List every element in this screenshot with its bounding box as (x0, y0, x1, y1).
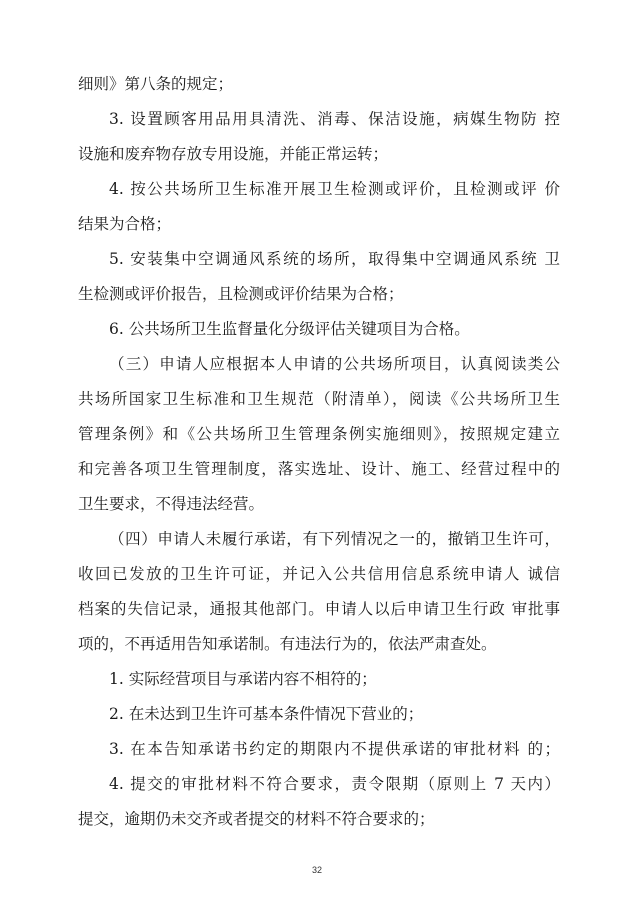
text-line: 结果为合格； (78, 215, 172, 233)
text-line: 细则》第八条的规定； (78, 75, 234, 93)
text-line: 2. 在未达到卫生许可基本条件情况下营业的； (109, 705, 424, 723)
text-line: 1. 实际经营项目与承诺内容不相符的； (109, 670, 377, 688)
text-line: 和完善各项卫生管理制度，落实选址、设计、施工、经营过程中的 (78, 460, 560, 478)
text-line: 设施和废弃物存放专用设施，并能正常运转； (78, 145, 389, 163)
text-line: （三）申请人应根据本人申请的公共场所项目，认真阅读类公 (109, 355, 560, 373)
text-line: 4. 按公共场所卫生标准开展卫生检测或评价，且检测或评 价 (109, 180, 560, 198)
page-number: 32 (311, 865, 322, 875)
text-line: 6. 公共场所卫生监督量化分级评估关键项目为合格。 (109, 320, 470, 338)
text-line: （四）申请人未履行承诺，有下列情况之一的，撤销卫生许可， (109, 530, 560, 548)
text-line: 管理条例》和《公共场所卫生管理条例实施细则》，按照规定建立 (78, 425, 560, 443)
text-line: 生检测或评价报告，且检测或评价结果为合格； (78, 285, 404, 303)
text-line: 档案的失信记录，通报其他部门。申请人以后申请卫生行政 审批事 (78, 600, 560, 618)
text-line: 卫生要求，不得违法经营。 (78, 495, 265, 513)
text-line: 提交，逾期仍未交齐或者提交的材料不符合要求的； (78, 810, 435, 828)
text-line: 5. 安装集中空调通风系统的场所，取得集中空调通风系统 卫 (109, 250, 560, 268)
text-line: 3. 在本告知承诺书约定的期限内不提供承诺的审批材料 的； (109, 740, 560, 758)
text-line: 3. 设置顾客用品用具清洗、消毒、保洁设施，病媒生物防 控 (109, 110, 560, 128)
text-line: 收回已发放的卫生许可证，并记入公共信用信息系统申请人 诚信 (78, 565, 560, 583)
text-line: 4. 提交的审批材料不符合要求，责令限期（原则上 7 天内） (109, 775, 560, 793)
text-line: 项的，不再适用告知承诺制。有违法行为的，依法严肃查处。 (78, 635, 497, 653)
text-line: 共场所国家卫生标准和卫生规范（附清单），阅读《公共场所卫生 (78, 390, 560, 408)
